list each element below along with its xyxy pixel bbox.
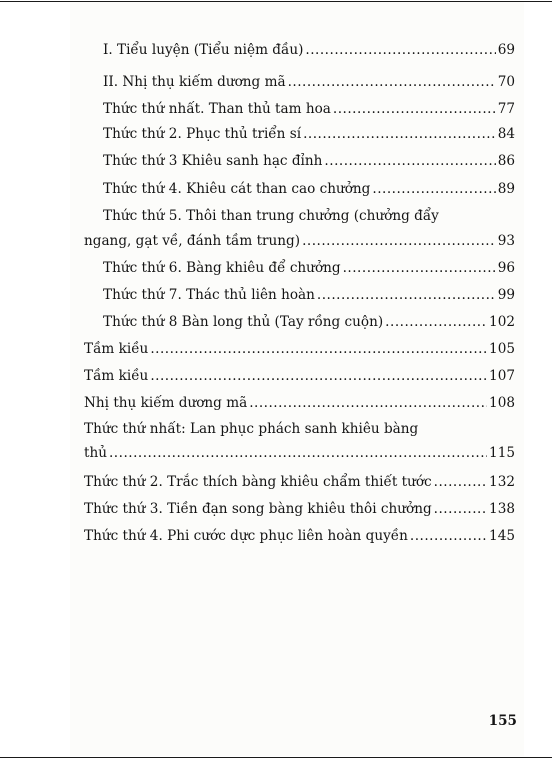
toc-entry [103,312,515,332]
toc-entry [103,40,515,60]
toc-entry-page: 96 [497,260,515,276]
toc-entry-page: 138 [489,501,515,517]
toc-entry-title: Thức thứ 7. Thác thủ liên hoàn [103,287,315,303]
toc-entry-page: 93 [497,233,515,249]
toc-entry [84,472,515,492]
toc-entry-page: 84 [497,126,515,142]
page-number: 155 [488,713,517,729]
toc-entry-title: Thức thứ 2. Trắc thích bàng khiêu chẩm thiết tước [84,474,432,490]
toc-entry [84,231,515,251]
dot-leader [410,526,487,546]
toc-entry-page: 107 [489,368,515,384]
dot-leader [249,393,487,413]
toc-entry-title: I. Tiểu luyện (Tiểu niệm đầu) [103,42,304,58]
toc-entry-page: 102 [489,314,515,330]
toc-entry-title: Tầm kiều [84,341,149,357]
toc-entry [103,99,515,119]
dot-leader [303,124,496,144]
toc-entry-title-continued: thủ [84,445,107,461]
dot-leader [372,179,495,199]
dot-leader [434,472,487,492]
toc-entry-page: 69 [497,42,515,58]
toc-entry-page: 89 [497,181,515,197]
dot-leader [385,312,487,332]
dot-leader [343,258,496,278]
toc-entry [103,124,515,144]
toc-entry-page: 105 [489,341,515,357]
toc-entry-title: Thức thứ 2. Phục thủ triển sí [103,126,302,142]
dot-leader [305,40,495,60]
toc-entry-title: Thức thứ 3 Khiêu sanh hạc đỉnh [103,153,323,169]
toc-entry-title: Thức thứ nhất. Than thủ tam hoa [103,101,331,117]
toc-entry [84,339,515,359]
toc-entry-title: Tầm kiều [84,368,149,384]
toc-entry-page: 115 [489,445,515,461]
toc-entry [84,393,515,413]
toc-entry [103,179,515,199]
toc-entry-page: 99 [497,287,515,303]
toc-entry-title: Thức thứ 3. Tiền đạn song bàng khiêu thôi chưởng [84,501,432,517]
toc-entry-page: 132 [489,474,515,490]
toc-entry [103,258,515,278]
dot-leader [324,151,495,171]
dot-leader [150,366,487,386]
toc-entry [84,499,515,519]
toc-entry [84,366,515,386]
toc-entry-page: 86 [497,153,515,169]
toc-entry-title: Thức thứ 4. Khiêu cát than cao chưởng [103,181,371,197]
toc-entry [84,526,515,546]
toc-entry-page: 77 [497,101,515,117]
toc-entry-page: 145 [489,528,515,544]
toc-entry [103,72,515,92]
dot-leader [109,443,487,463]
toc-entry-title: Nhị thụ kiếm dương mã [84,395,248,411]
toc-entry [103,285,515,305]
bottom-rule [0,757,552,758]
dot-leader [150,339,487,359]
dot-leader [317,285,496,305]
dot-leader [302,231,496,251]
toc-entry-page: 70 [497,74,515,90]
toc-entry-title: Thức thứ 4. Phi cước dực phục liên hoàn quyền [84,528,408,544]
toc-entry-page: 108 [489,395,515,411]
toc-entry-title: Thức thứ 5. Thôi than trung chưởng (chưởng đẩy [103,208,439,224]
toc-entry [103,151,515,171]
dot-leader [333,99,496,119]
dot-leader [434,499,487,519]
toc-entry-title: Thức thứ nhất: Lan phục phách sanh khiêu bàng [84,421,419,437]
dot-leader [288,72,496,92]
toc-entry [84,443,515,463]
toc-entry-title: Thức thứ 8 Bàn long thủ (Tay rồng cuộn) [103,314,384,330]
toc-entry-title: II. Nhị thụ kiếm dương mã [103,74,286,90]
toc-entry-title: Thức thứ 6. Bàng khiêu để chưởng [103,260,341,276]
toc-entry-title-continued: ngang, gạt về, đánh tầm trung) [84,233,301,249]
